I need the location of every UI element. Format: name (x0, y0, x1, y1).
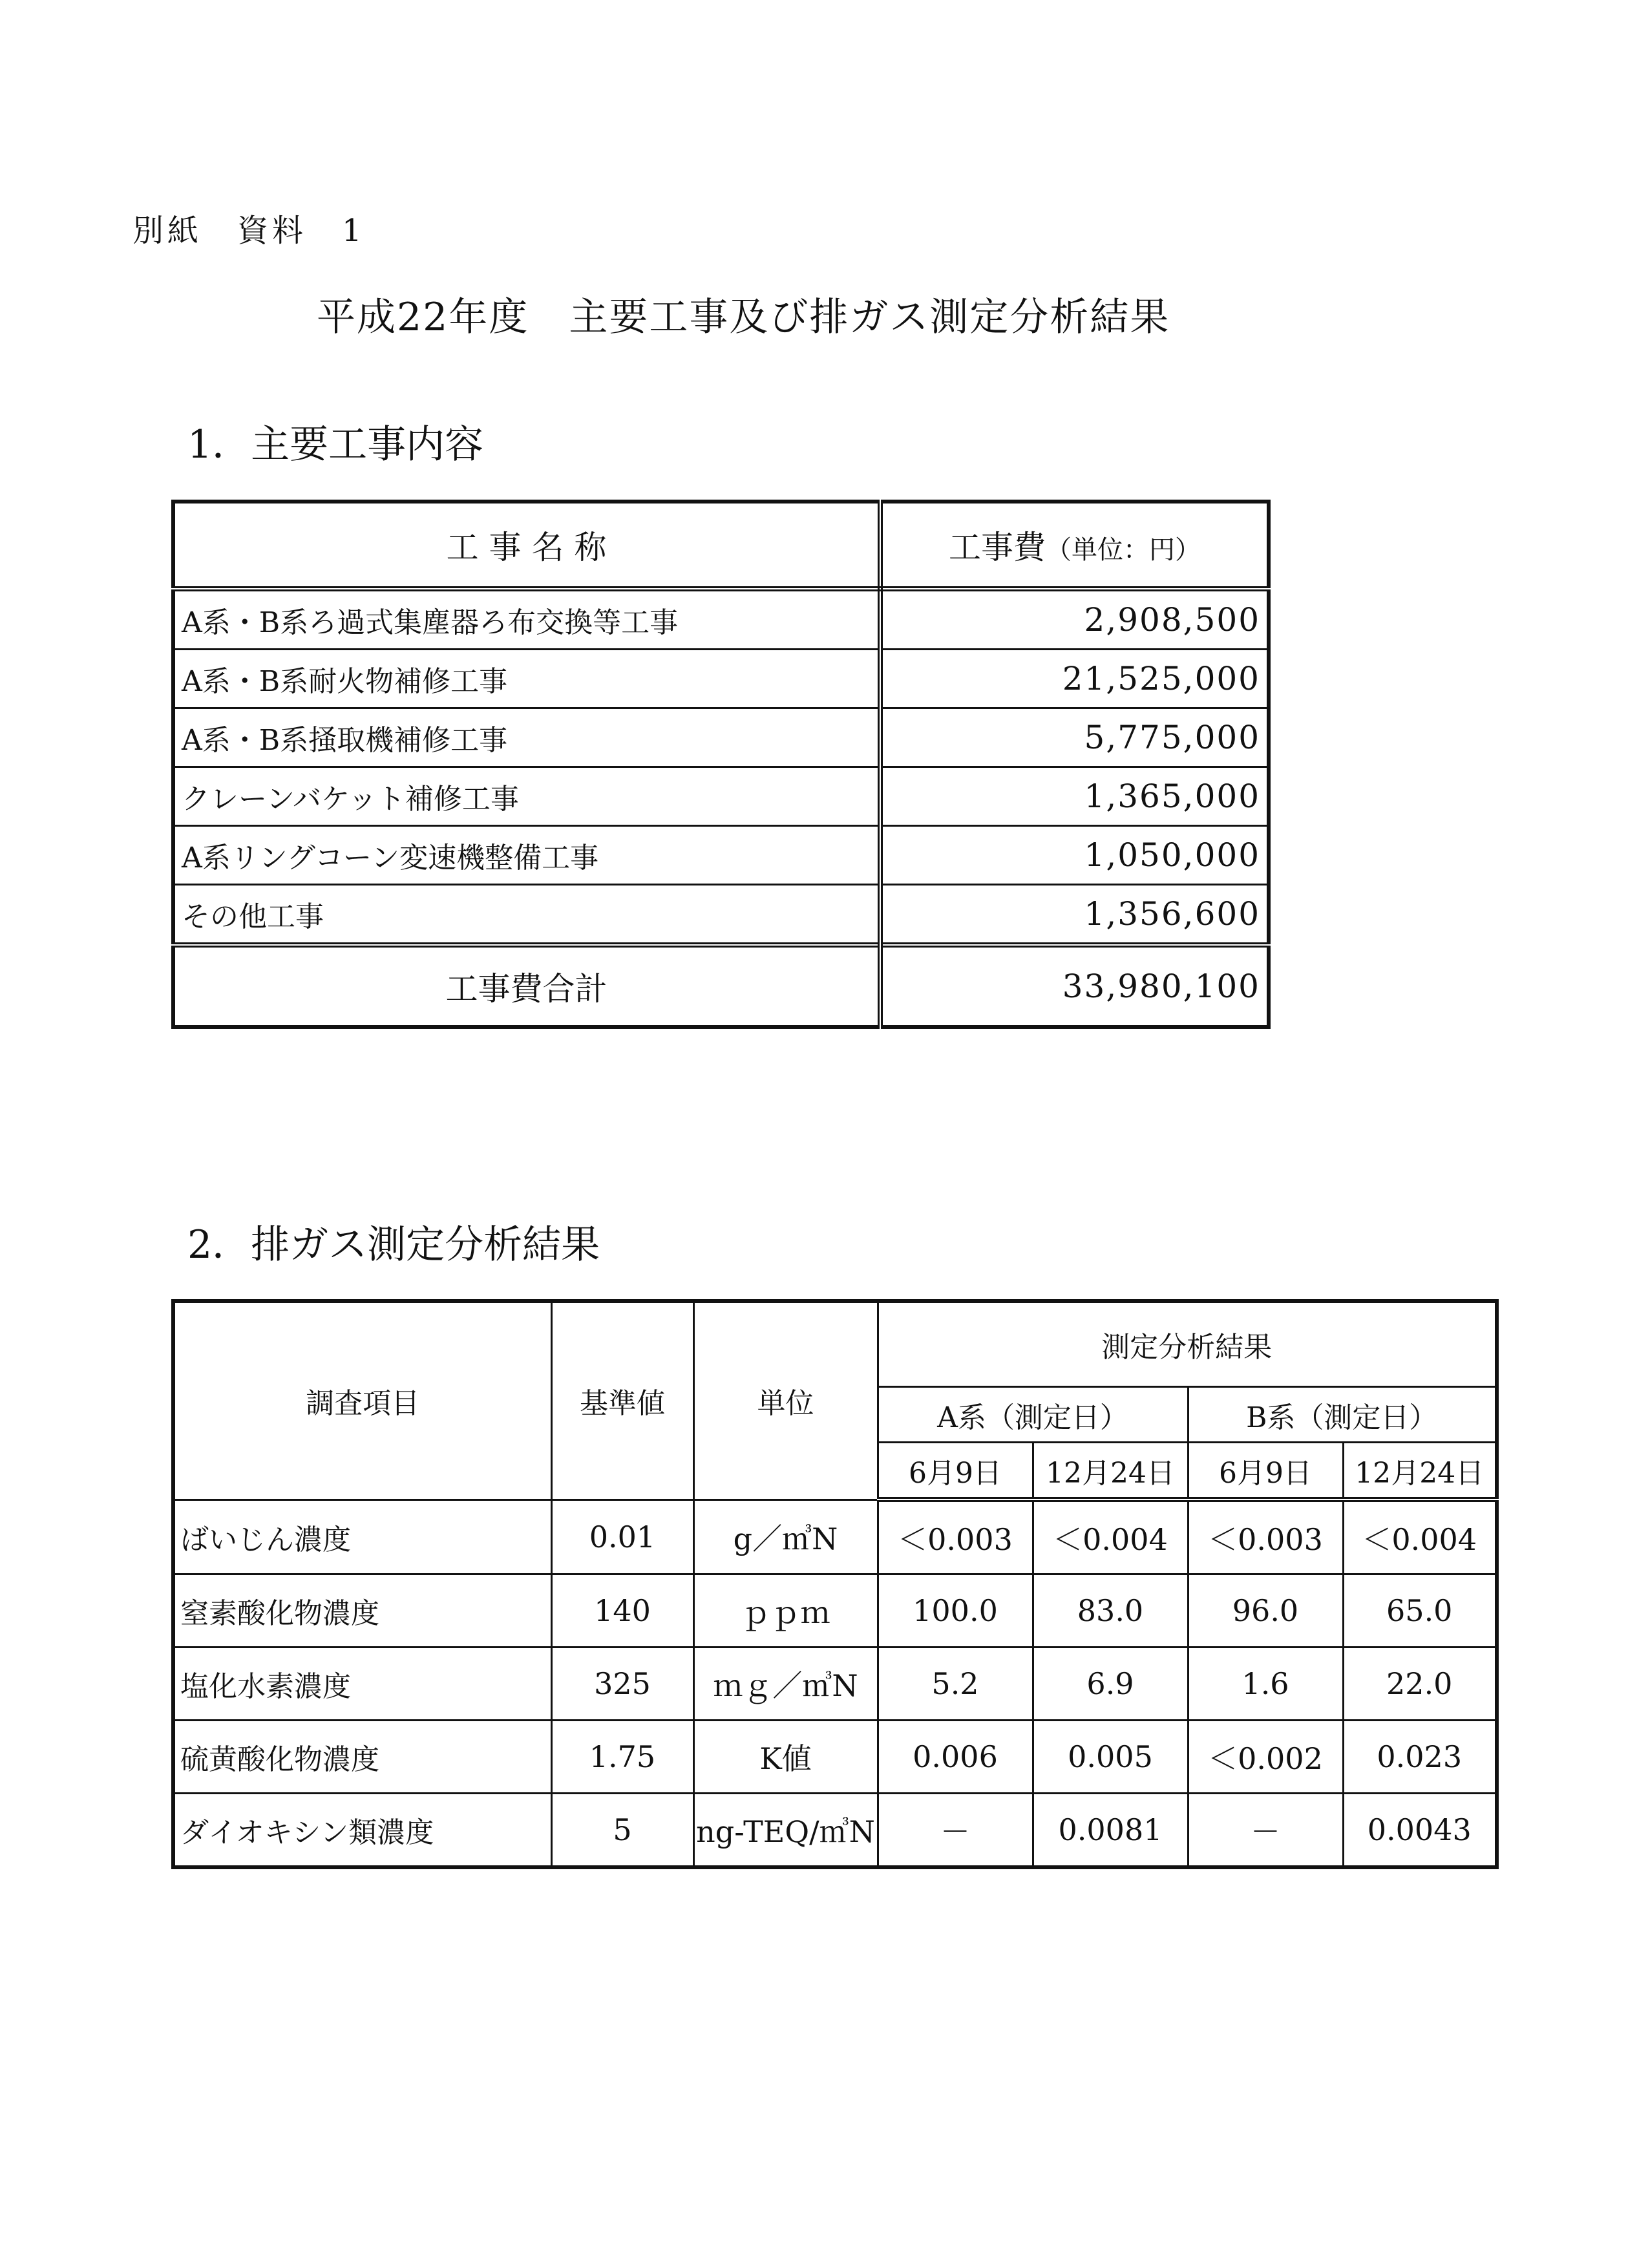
col-header-name: 工 事 名 称 (173, 502, 880, 589)
unit-value: ng-TEQ/㎥N (693, 1794, 878, 1868)
date-cell: 6月9日 (878, 1443, 1033, 1500)
result-value: ＜0.003 (878, 1500, 1033, 1574)
work-amount: 2,908,500 (880, 589, 1269, 650)
section2-heading: 2．排ガス測定分析結果 (187, 1222, 600, 1267)
table-row (173, 650, 1269, 708)
col-header-unit: 単位 (693, 1301, 878, 1500)
result-value: 1.6 (1188, 1648, 1343, 1721)
col-header-cost-unit: （単位：円） (1046, 535, 1201, 565)
result-value: 6.9 (1033, 1648, 1188, 1721)
work-name: A系・B系掻取機補修工事 (173, 708, 880, 767)
table-row (173, 826, 1269, 885)
attachment-label: 別紙 資料 1 (132, 213, 366, 249)
result-value: 83.0 (1033, 1574, 1188, 1648)
result-value: 0.006 (878, 1721, 1033, 1794)
table-row (173, 589, 1269, 650)
result-value: ＜0.004 (1343, 1500, 1497, 1574)
gas-header-row (173, 1301, 1497, 1387)
item-name: ばいじん濃度 (173, 1500, 551, 1574)
work-name: A系リングコーン変速機整備工事 (173, 826, 880, 885)
item-name: 窒素酸化物濃度 (173, 1574, 551, 1648)
work-name: その他工事 (173, 885, 880, 946)
result-value: － (878, 1794, 1033, 1868)
item-name: 塩化水素濃度 (173, 1648, 551, 1721)
group-a-header: A系（測定日） (878, 1387, 1188, 1443)
table-row (173, 1648, 1497, 1721)
result-value: 100.0 (878, 1574, 1033, 1648)
result-value: ＜0.004 (1033, 1500, 1188, 1574)
work-amount: 1,365,000 (880, 767, 1269, 826)
table-row (173, 708, 1269, 767)
table-row (173, 1721, 1497, 1794)
date-cell: 6月9日 (1188, 1443, 1343, 1500)
work-name: A系・B系耐火物補修工事 (173, 650, 880, 708)
col-header-cost (880, 502, 1269, 589)
total-amount: 33,980,100 (880, 945, 1269, 1027)
col-header-results: 測定分析結果 (878, 1301, 1497, 1387)
col-header-standard: 基準値 (551, 1301, 693, 1500)
result-value: 22.0 (1343, 1648, 1497, 1721)
work-name: クレーンバケット補修工事 (173, 767, 880, 826)
result-value: 0.023 (1343, 1721, 1497, 1794)
item-name: 硫黄酸化物濃度 (173, 1721, 551, 1794)
unit-value: ｍｇ／㎥N (693, 1648, 878, 1721)
group-b-header: B系（測定日） (1188, 1387, 1497, 1443)
col-header-item: 調査項目 (173, 1301, 551, 1500)
work-amount: 21,525,000 (880, 650, 1269, 708)
table-row (173, 1500, 1497, 1574)
result-value: 5.2 (878, 1648, 1033, 1721)
document-title: 平成22年度 主要工事及び排ガス測定分析結果 (317, 295, 1170, 340)
table-row (173, 1794, 1497, 1868)
work-amount: 1,050,000 (880, 826, 1269, 885)
table-row (173, 767, 1269, 826)
result-value: 0.0081 (1033, 1794, 1188, 1868)
unit-value: K値 (693, 1721, 878, 1794)
date-cell: 12月24日 (1343, 1443, 1497, 1500)
works-header-row (173, 502, 1269, 589)
section1-heading: 1．主要工事内容 (187, 422, 484, 467)
result-value: 65.0 (1343, 1574, 1497, 1648)
work-amount: 1,356,600 (880, 885, 1269, 946)
unit-value: g／㎥N (693, 1500, 878, 1574)
total-label: 工事費合計 (173, 945, 880, 1027)
standard-value: 140 (551, 1574, 693, 1648)
table-row (173, 885, 1269, 946)
standard-value: 5 (551, 1794, 693, 1868)
col-header-cost-label: 工事費 (949, 529, 1046, 566)
work-amount: 5,775,000 (880, 708, 1269, 767)
total-row (173, 945, 1269, 1027)
standard-value: 1.75 (551, 1721, 693, 1794)
works-table (171, 500, 1271, 1029)
unit-value: ｐｐｍ (693, 1574, 878, 1648)
gas-analysis-table (171, 1299, 1499, 1869)
result-value: － (1188, 1794, 1343, 1868)
item-name: ダイオキシン類濃度 (173, 1794, 551, 1868)
result-value: ＜0.003 (1188, 1500, 1343, 1574)
result-value: 0.0043 (1343, 1794, 1497, 1868)
standard-value: 0.01 (551, 1500, 693, 1574)
result-value: 0.005 (1033, 1721, 1188, 1794)
result-value: 96.0 (1188, 1574, 1343, 1648)
standard-value: 325 (551, 1648, 693, 1721)
result-value: ＜0.002 (1188, 1721, 1343, 1794)
work-name: A系・B系ろ過式集塵器ろ布交換等工事 (173, 589, 880, 650)
table-row (173, 1574, 1497, 1648)
date-cell: 12月24日 (1033, 1443, 1188, 1500)
